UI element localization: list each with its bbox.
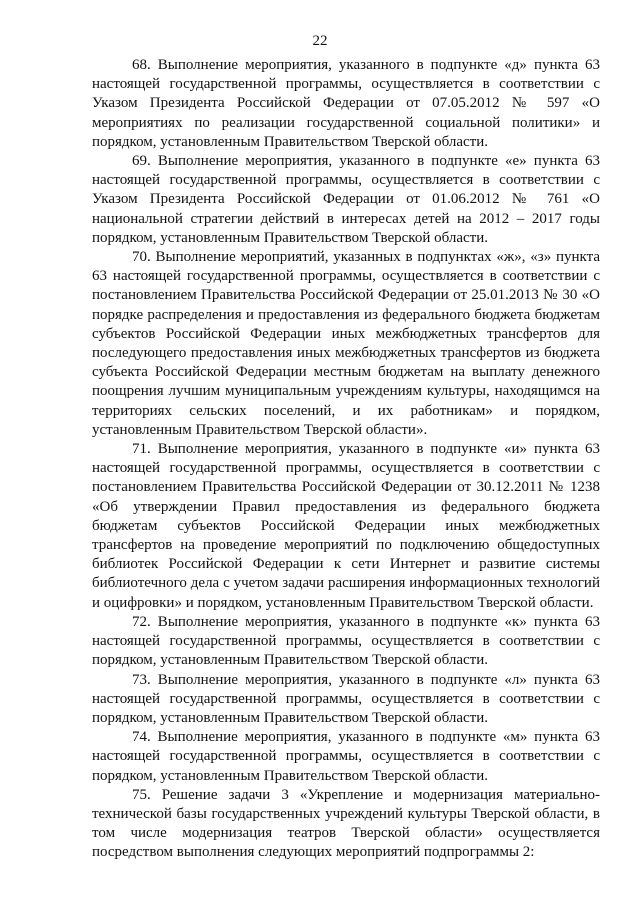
paragraph-75: 75. Решение задачи 3 «Укрепление и модернизация материально-технической базы государственных учреждений культуры Тверской области, в том числе модернизация театров Тверской области» осуществляется посредством выполнения следующих мероприятий подпрограммы 2: (92, 786, 600, 861)
page-number: 22 (312, 33, 328, 49)
paragraph-71: 71. Выполнение мероприятия, указанного в подпункте «и» пункта 63 настоящей государственной программы, осуществляется в соответствии с постановлением Правительства Российской Федерации от 30.12.2011 № 1238 «Об утверждении Правил предоставления из федерального бюджета бюджетам субъектов Российской Федерации иных межбюджетных трансфертов на проведение мероприятий по подключению общедоступных библиотек Российской Федерации к сети Интернет и развитие системы библиотечного дела с учетом задачи расширения информационных технологий и оцифровки» и порядком, установленным Правительством Тверской области. (92, 441, 600, 611)
paragraph-68: 68. Выполнение мероприятия, указанного в подпункте «д» пункта 63 настоящей государственной программы, осуществляется в соответствии с Указом Президента Российской Федерации от 07.05.2012 № 597 «О мероприятиях по реализации государственной социальной политики» и порядком, установленным Правительством Тверской области. (92, 57, 600, 150)
paragraph-69: 69. Выполнение мероприятия, указанного в подпункте «е» пункта 63 настоящей государственной программы, осуществляется в соответствии с Указом Президента Российской Федерации от 01.06.2012 № 761 «О национальной стратегии действий в интересах детей на 2012 – 2017 годы порядком, установленным Правительством Тверской области. (92, 153, 600, 246)
paragraph-70: 70. Выполнение мероприятий, указанных в подпунктах «ж», «з» пункта 63 настоящей государственной программы, осуществляется в соответствии с постановлением Правительства Российской Федерации от 25.01.2013 № 30 «О порядке распределения и предоставления из федерального бюджета бюджетам субъектов Российской Федерации иных межбюджетных трансфертов для последующего предоставления иных межбюджетных трансфертов из бюджета субъекта Российской Федерации местным бюджетам на выплату денежного поощрения лучшим муниципальным учреждениям культуры, находящимся на территориях сельских поселений, и их работникам» и порядком, установленным Правительством Тверской области». (92, 249, 600, 438)
document-body (92, 56, 600, 863)
paragraph-74: 74. Выполнение мероприятия, указанного в подпункте «м» пункта 63 настоящей государственной программы, осуществляется в соответствии с порядком, установленным Правительством Тверской области. (92, 729, 600, 784)
paragraph-72: 72. Выполнение мероприятия, указанного в подпункте «к» пункта 63 настоящей государственной программы, осуществляется в соответствии с порядком, установленным Правительством Тверской области. (92, 613, 600, 669)
paragraph-73: 73. Выполнение мероприятия, указанного в подпункте «л» пункта 63 настоящей государственной программы, осуществляется в соответствии с порядком, установленным Правительством Тверской области. (92, 671, 600, 726)
